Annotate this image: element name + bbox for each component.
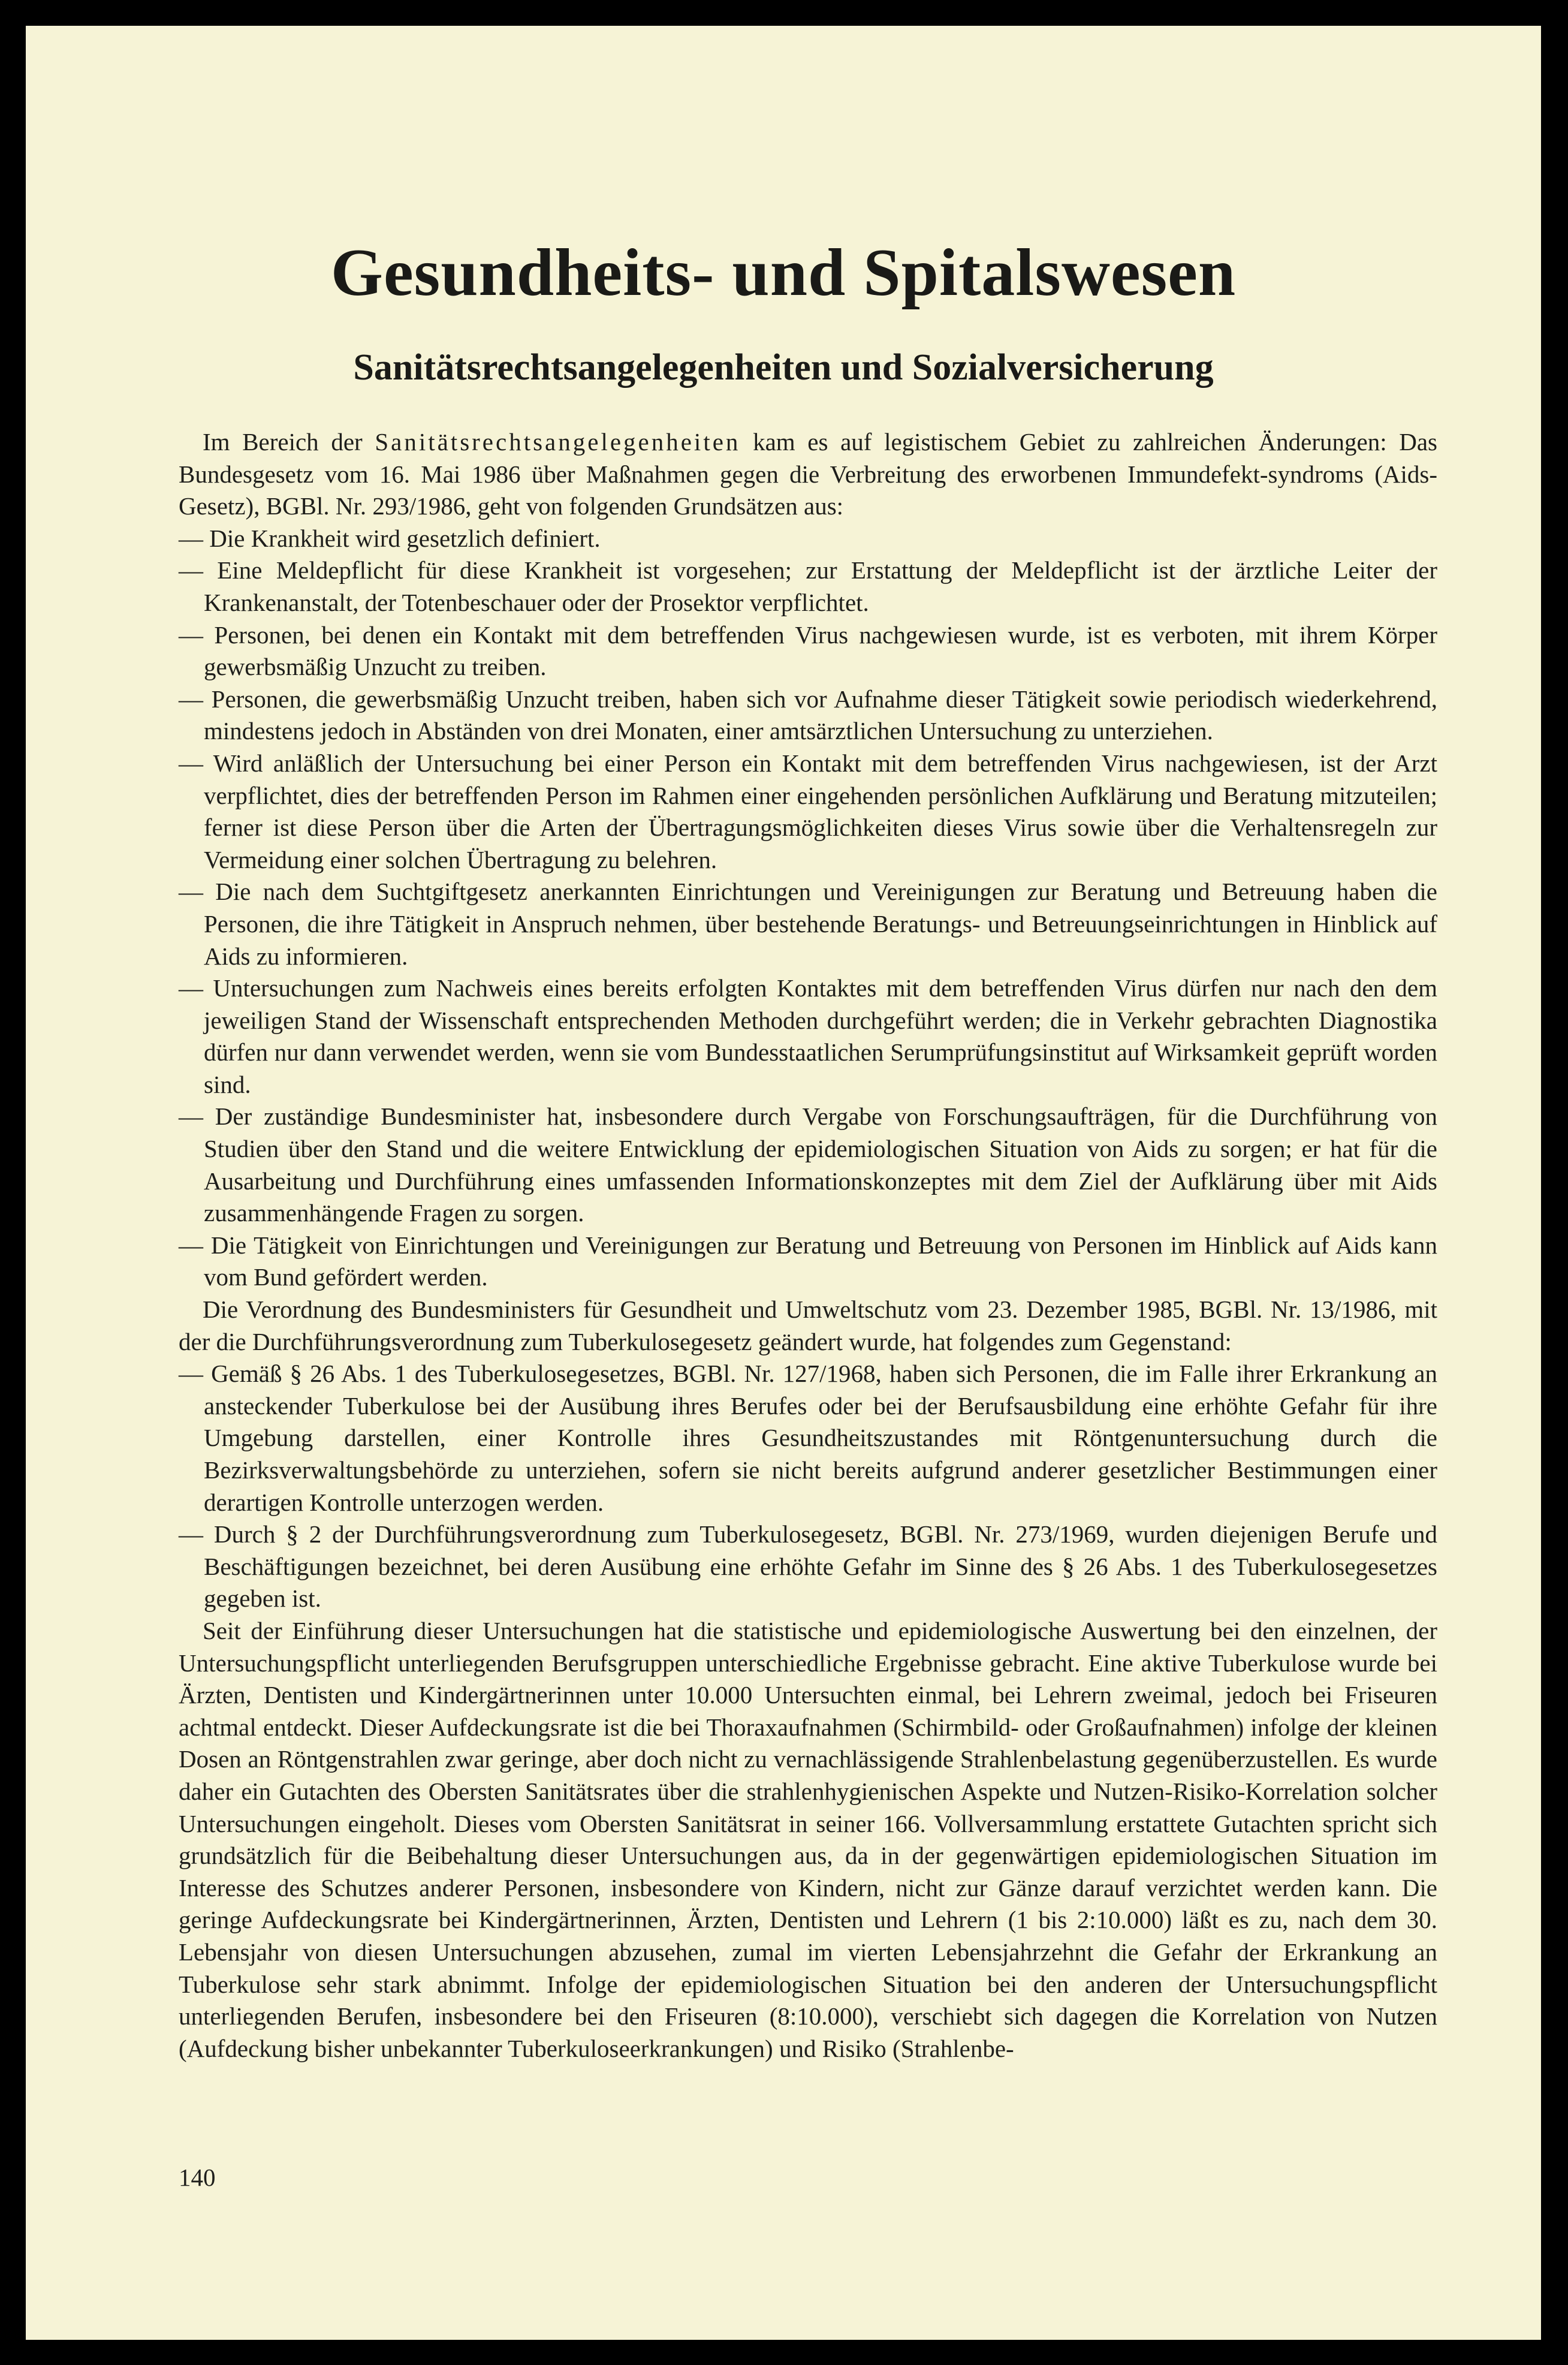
list-item: — Die Krankheit wird gesetzlich definiert. (179, 524, 601, 552)
list-item: — Durch § 2 der Durchführungsverordnung zum Tuberkulosegesetz, BGBl. Nr. 273/1969, wurden diejenigen Berufe und Beschäftigungen bezeichnet, bei deren Ausübung eine erhöhte Gefahr im Sinne des § 26 Abs. 1 des Tuberkulosegesetzes gegeben ist. (179, 1520, 1437, 1613)
section-subtitle: Sanitätsrechtsangelegenheiten und Sozialversicherung (353, 347, 1214, 388)
intro-emphasis: Sanitätsrechtsangelegenheiten (375, 428, 741, 456)
list-item: — Die nach dem Suchtgiftgesetz anerkannten Einrichtungen und Vereinigungen zur Beratung und Betreuung haben die Personen, die ihre Tätigkeit in Anspruch nehmen, über bestehende Beratungs- und Betreuungseinrichtungen in Hinblick auf Aids zu informieren. (179, 878, 1437, 970)
intro-after: kam es auf legistischem Gebiet zu zahlreichen Änderungen: Das Bundesgesetz vom 16. Mai 1986 über Maßnahmen gegen die Verbreitung des erworbenen Immundefekt-syndroms (Aids-Gesetz), BGBl. Nr. 293/1986, geht von folgenden Grundsätzen aus: (179, 428, 1437, 520)
list-item: — Der zuständige Bundesminister hat, insbesondere durch Vergabe von Forschungsaufträgen, für die Durchführung von Studien über den Stand und die weitere Entwicklung der epidemiologischen Situation von Aids zu sorgen; er hat für die Ausarbeitung und Durchführung eines umfassenden Informationskonzeptes mit dem Ziel der Aufklärung über mit Aids zusammenhängende Fragen zu sorgen. (179, 1102, 1437, 1227)
document-page (26, 26, 1541, 2340)
closing-paragraph: Seit der Einführung dieser Untersuchungen hat die statistische und epidemiologische Auswertung bei den einzelnen, der Untersuchungspflicht unterliegenden Berufsgruppen unterschiedliche Ergebnisse gebracht. Eine aktive Tuberkulose wurde bei Ärzten, Dentisten und Kindergärtnerinnen unter 10.000 Untersuchten einmal, bei Lehrern zweimal, jedoch bei Friseuren achtmal entdeckt. Dieser Aufdeckungsrate ist die bei Thoraxaufnahmen (Schirmbild- oder Großaufnahmen) infolge der kleinen Dosen an Röntgenstrahlen zwar geringe, aber doch nicht zu vernachlässigende Strahlenbelastung gegenüberzustellen. Es wurde daher ein Gutachten des Obersten Sanitätsrates über die strahlenhygienischen Aspekte und Nutzen-Risiko-Korrelation solcher Untersuchungen eingeholt. Dieses vom Obersten Sanitätsrat in seiner 166. Vollversammlung erstattete Gutachten spricht sich grundsätzlich für die Beibehaltung dieser Untersuchungen aus, da in der gegenwärtigen epidemiologischen Situation im Interesse des Schutzes anderer Personen, insbesondere von Kindern, nicht zur Gänze darauf verzichtet werden kann. Die geringe Aufdeckungsrate bei Kindergärtnerinnen, Ärzten, Dentisten und Lehrern (1 bis 2:10.000) läßt es zu, nach dem 30. Lebensjahr von diesen Untersuchungen abzusehen, zumal im vierten Lebensjahrzehnt die Gefahr der Erkrankung an Tuberkulose sehr stark abnimmt. Infolge der epidemiologischen Situation bei den anderen der Untersuchungspflicht unterliegenden Berufen, insbesondere bei den Friseuren (8:10.000), verschiebt sich dagegen die Korrelation von Nutzen (Aufdeckung bisher unbekannter Tuberkuloseerkrankungen) und Risiko (Strahlenbe- (179, 1616, 1437, 2062)
list-item: — Gemäß § 26 Abs. 1 des Tuberkulosegesetzes, BGBl. Nr. 127/1968, haben sich Personen, die im Falle ihrer Erkrankung an ansteckender Tuberkulose bei der Ausübung ihres Berufes oder bei der Berufsausbildung eine erhöhte Gefahr für ihre Umgebung darstellen, einer Kontrolle ihres Gesundheitszustandes mit Röntgenuntersuchung durch die Bezirksverwaltungsbehörde zu unterziehen, sofern sie nicht bereits aufgrund anderer gesetzlicher Bestimmungen einer derartigen Kontrolle unterzogen werden. (179, 1360, 1437, 1516)
list-item: — Wird anläßlich der Untersuchung bei einer Person ein Kontakt mit dem betreffenden Virus nachgewiesen, ist der Arzt verpflichtet, dies der betreffenden Person im Rahmen einer eingehenden persönlichen Aufklärung und Beratung mitzuteilen; ferner ist diese Person über die Arten der Übertragungsmöglichkeiten dieses Virus sowie über die Verhaltensregeln zur Vermeidung einer solchen Übertragung zu belehren. (179, 749, 1437, 873)
verordnung-paragraph: Die Verordnung des Bundesministers für Gesundheit und Umweltschutz vom 23. Dezember 1985, BGBl. Nr. 13/1986, mit der die Durchführungsverordnung zum Tuberkulosegesetz geändert wurde, hat folgendes zum Gegenstand: (179, 1296, 1437, 1355)
intro-paragraph (179, 426, 1437, 523)
page-title: Gesundheits- und Spitalswesen (330, 236, 1237, 310)
list-item: — Personen, bei denen ein Kontakt mit dem betreffenden Virus nachgewiesen wurde, ist es verboten, mit ihrem Körper gewerbsmäßig Unzucht zu treiben. (179, 620, 1437, 681)
list-item: — Untersuchungen zum Nachweis eines bereits erfolgten Kontaktes mit dem betreffenden Virus dürfen nur nach den dem jeweiligen Stand der Wissenschaft entsprechenden Methoden durchgeführt werden; die in Verkehr gebrachten Diagnostika dürfen nur dann verwendet werden, wenn sie vom Bundesstaatlichen Serumprüfungsinstitut auf Wirksamkeit geprüft worden sind. (179, 974, 1437, 1098)
list-item: — Personen, die gewerbsmäßig Unzucht treiben, haben sich vor Aufnahme dieser Tätigkeit sowie periodisch wiederkehrend, mindestens jedoch in Abständen von drei Monaten, einer amtsärztlichen Untersuchung zu unterziehen. (179, 685, 1437, 745)
intro-before: Im Bereich der (203, 428, 375, 456)
page-number: 140 (179, 2164, 216, 2191)
list-item: — Die Tätigkeit von Einrichtungen und Vereinigungen zur Beratung und Betreuung von Personen im Hinblick auf Aids kann vom Bund gefördert werden. (179, 1231, 1437, 1291)
body-text (179, 426, 1437, 2065)
list-item: — Eine Meldepflicht für diese Krankheit ist vorgesehen; zur Erstattung der Meldepflicht ist der ärztliche Leiter der Krankenanstalt, der Totenbeschauer oder der Prosektor verpflichtet. (179, 556, 1437, 616)
